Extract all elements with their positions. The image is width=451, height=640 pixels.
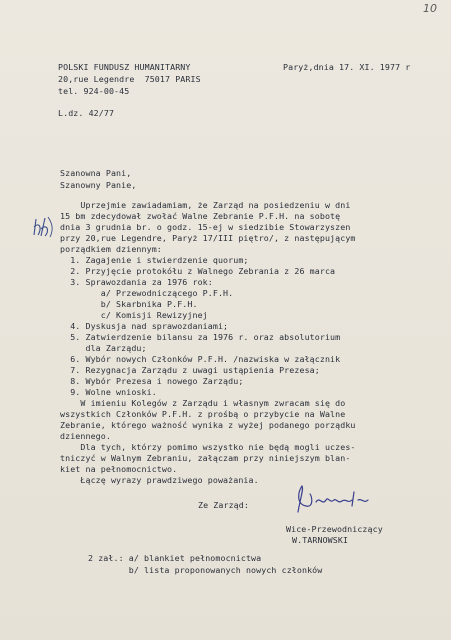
agenda-item: 1. Zagajenie i stwierdzenie quorum; [60, 255, 249, 265]
body-line: dnia 3 grudnia br. o godz. 15-ej w siedzibie Stowarzyszen [60, 222, 351, 232]
body-line: Zebranie, którego ważność wynika z wyżej podanego porządku [60, 420, 356, 430]
agenda-item: 4. Dyskusja nad sprawozdaniami; [60, 321, 229, 331]
agenda-item: 2. Przyjęcie protokółu z Walnego Zebrania z 26 marca [60, 266, 336, 276]
org-name: POLSKI FUNDUSZ HUMANITARNY [58, 62, 191, 72]
org-phone: tel. 924-00-45 [58, 86, 130, 96]
place-date: Paryż,dnia 17. XI. 1977 r [283, 62, 411, 72]
page-number: 10 [423, 2, 437, 15]
body-line: Dla tych, którzy pomimo wszystko nie będą mogli uczes- [60, 442, 356, 452]
agenda-item: 6. Wybór nowych Członków P.F.H. /nazwiska w załącznik [60, 354, 341, 364]
agenda-item: 8. Wybór Prezesa i nowego Zarządu; [60, 376, 244, 386]
signatory-title: Wice-Przewodniczący [286, 524, 383, 534]
agenda-subitem: c/ Komisji Rewizyjnej [60, 310, 208, 320]
body-line: wszystkich Członków P.F.H. z prośbą o przybycie na Walne [60, 409, 346, 419]
body-line: dziennego. [60, 431, 111, 441]
attachment-line: 2 zał.: a/ blankiet pełnomocnictwa [88, 553, 262, 563]
org-address: 20,rue Legendre 75017 PARIS [58, 74, 201, 84]
body-line: W imieniu Kolegów z Zarządu i własnym zwracam się do [60, 398, 346, 408]
body-line: tniczyć w Walnym Zebraniu, załączam przy niniejszym blan- [60, 453, 351, 463]
agenda-item: 9. Wolne wnioski. [60, 387, 157, 397]
agenda-item: 7. Rezygnacja Zarządu z uwagi ustąpienia Prezesa; [60, 365, 320, 375]
agenda-item: 3. Sprawozdania za 1976 rok: [60, 277, 213, 287]
salutation-line: Szanowna Pani, [60, 168, 132, 178]
body-line: porządkiem dziennym: [60, 244, 162, 254]
signatory-name: W.TARNOWSKI [292, 535, 349, 545]
attachment-line: b/ lista proponowanych nowych członków [88, 565, 323, 575]
body-line: kiet na pełnomocnictwo. [60, 464, 178, 474]
body-line: Łączę wyrazy prawdziwego poważania. [60, 475, 259, 485]
agenda-subitem: b/ Skarbnika P.F.H. [60, 299, 198, 309]
body-line: przy 20,rue Legendre, Paryż 17/III piętro/, z następującym [60, 233, 356, 243]
on-behalf-label: Ze Zarząd: [198, 500, 249, 510]
handwritten-margin-note [30, 215, 60, 241]
salutation-line: Szanowny Panie, [60, 180, 137, 190]
reference-number: L.dz. 42/77 [58, 108, 115, 118]
body-line: 15 bm zdecydował zwołać Walne Zebranie P.F.H. na sobotę [60, 211, 341, 221]
agenda-item: 5. Zatwierdzenie bilansu za 1976 r. oraz absolutorium [60, 332, 341, 342]
agenda-item: dla Zarządu; [60, 343, 147, 353]
body-line: Uprzejmie zawiadamiam, że Zarząd na posiedzeniu w dni [60, 200, 351, 210]
agenda-subitem: a/ Przewodniczącego P.F.H. [60, 288, 234, 298]
handwritten-signature [292, 482, 372, 516]
